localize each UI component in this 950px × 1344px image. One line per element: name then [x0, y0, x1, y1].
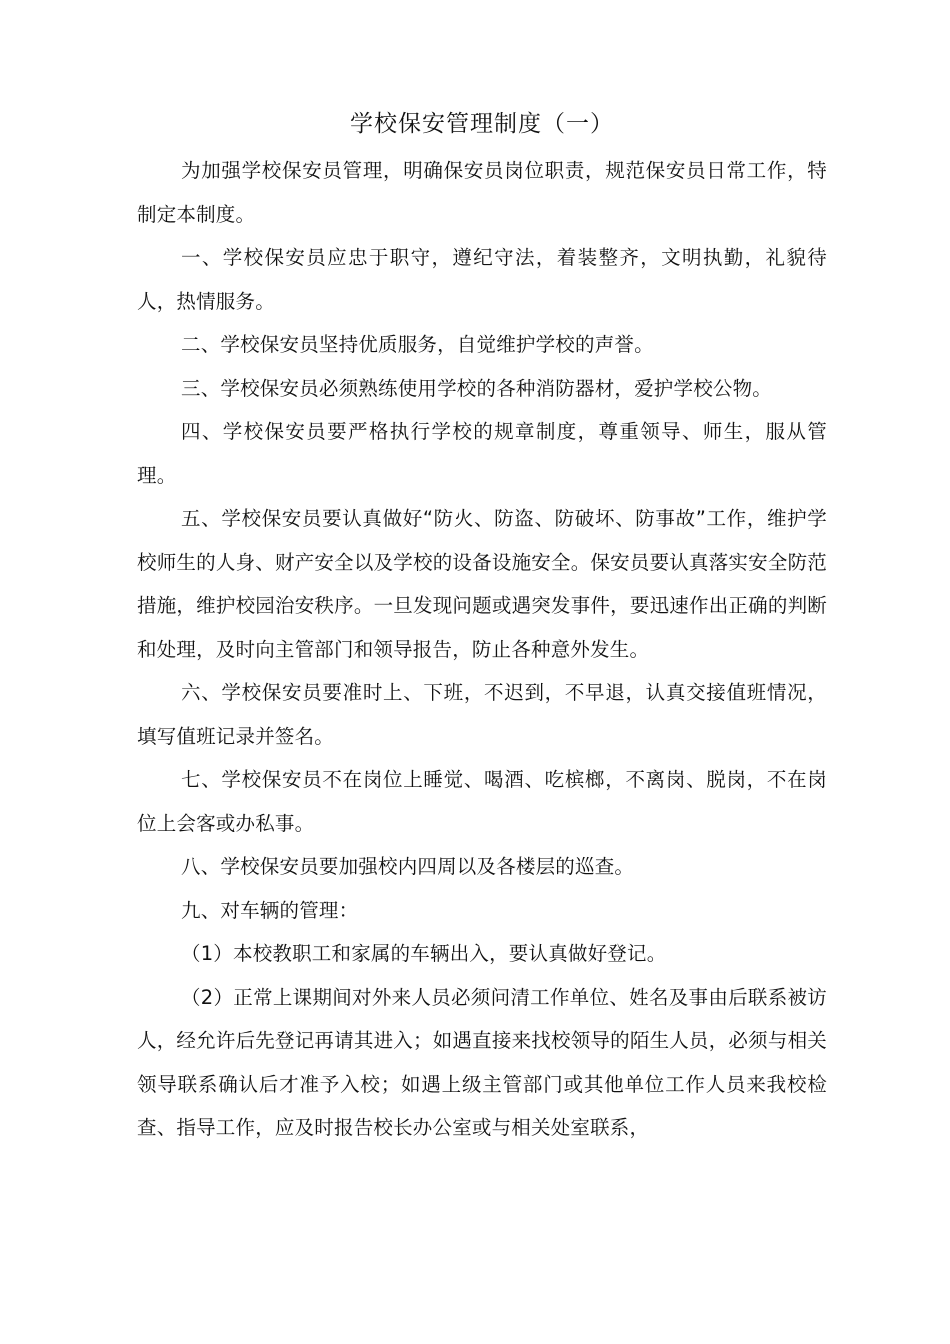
rule-2-paragraph: 二、学校保安员坚持优质服务，自觉维护学校的声誉。 — [181, 333, 654, 356]
rule-9-heading: 九、对车辆的管理： — [181, 898, 359, 922]
rule-1-paragraph: 一、学校保安员应忠于职守，遵纪守法，着装整齐，文明执勤，礼貌待人，热情服务。 — [137, 246, 827, 313]
rule-6-paragraph: 六、学校保安员要准时上、下班，不迟到，不早退，认真交接值班情况，填写值班记录并签名。 — [137, 681, 827, 748]
rule-9-item-1: （1）本校教职工和家属的车辆出入，要认真做好登记。 — [181, 942, 667, 965]
rule-8-paragraph: 八、学校保安员要加强校内四周以及各楼层的巡查。 — [181, 855, 635, 878]
rule-9-item-2: （2）正常上课期间对外来人员必须问清工作单位、姓名及事由后联系被访人，经允许后先登记再请其进入；如遇直接来找校领导的陌生人员，必须与相关领导联系确认后才准予入校；如遇上级主管部门或其他单位工作人员来我校检查、指导工作，应及时报告校长办公室或与相关处室联系， — [137, 985, 827, 1139]
document-page — [137, 104, 827, 1150]
rule-4-paragraph: 四、学校保安员要严格执行学校的规章制度，尊重领导、师生，服从管理。 — [137, 420, 827, 487]
rule-5-paragraph: 五、学校保安员要认真做好“防火、防盗、防破坏、防事故”工作，维护学校师生的人身、财产安全以及学校的设备设施安全。保安员要认真落实安全防范措施，维护校园治安秩序。一旦发现问题或遇突发事件，要迅速作出正确的判断和处理，及时向主管部门和领导报告，防止各种意外发生。 — [137, 507, 827, 661]
rule-7-paragraph: 七、学校保安员不在岗位上睡觉、喝酒、吃槟榔，不离岗、脱岗，不在岗位上会客或办私事。 — [137, 768, 827, 835]
rule-3-paragraph: 三、学校保安员必须熟练使用学校的各种消防器材，爱护学校公物。 — [181, 376, 773, 400]
document-title: 学校保安管理制度（一） — [350, 111, 614, 137]
intro-paragraph: 为加强学校保安员管理，明确保安员岗位职责，规范保安员日常工作，特制定本制度。 — [137, 159, 827, 226]
